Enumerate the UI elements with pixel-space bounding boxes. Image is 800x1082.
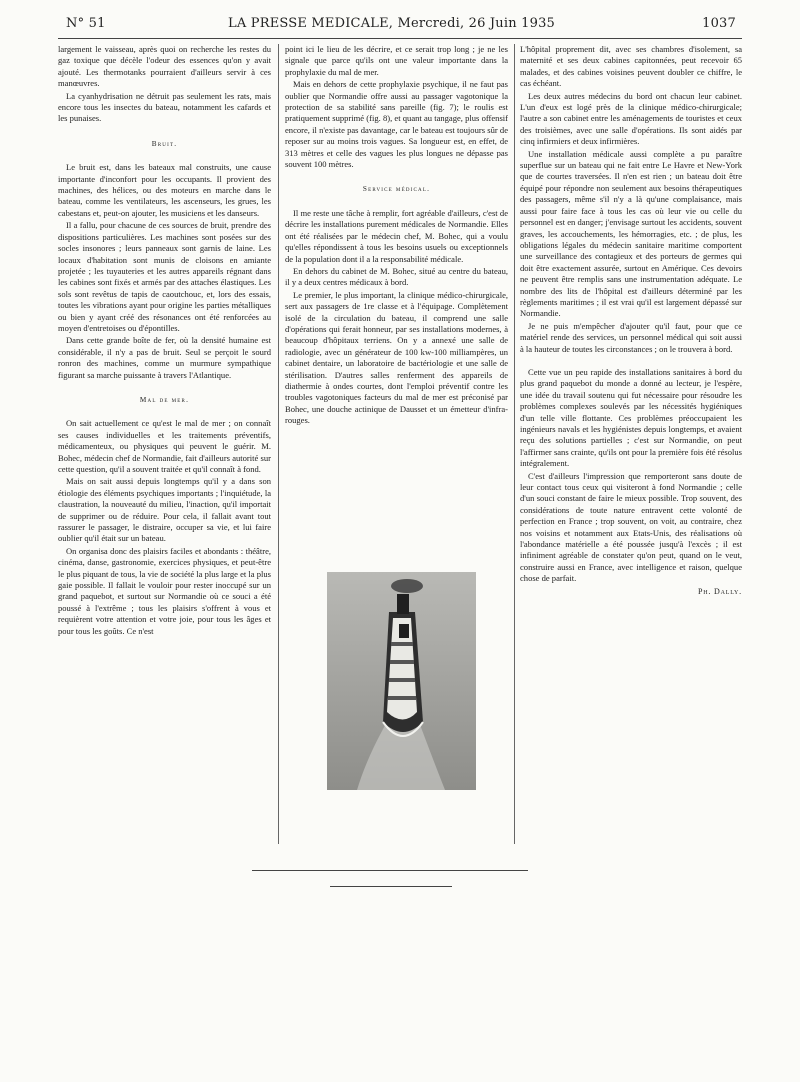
paragraph: On organisa donc des plaisirs faciles et abondants : théâtre, cinéma, danse, gastronomie, exercices physiques, et peut-être le plus piquant de tous, la vie de société la plus large et la plus gaie possible. Il fallait le vouloir pour rester inoccupé sur un grand paquebot, et surtout sur Normandie où ce souci a été poussé à l'extrême ; tous les plaisirs s'offrent à vous et requièrent votre attention et votre joie, pour tous les âges et pour tous les goûts. Ce n'est: [58, 545, 271, 636]
paragraph: On sait actuellement ce qu'est le mal de mer ; on connaît ses causes individuelles et les traitements préventifs, médicamenteux, ou physiques qui peuvent le guérir. M. Bohec, médecin chef de Normandie, fait d'ailleurs autorité sur cette question, qu'il a souvent traitée et qu'il connaît à fond.: [58, 418, 271, 474]
page-number: 1037: [702, 16, 736, 31]
paragraph: Je ne puis m'empêcher d'ajouter qu'il faut, pour que ce matériel rende des services, un personnel médical qui soit aussi à la hauteur de toutes les circonstances ; on le trouvera à bord.: [520, 320, 742, 354]
paragraph: Une installation médicale aussi complète a pu paraître superflue sur un bateau qui ne fait entre Le Havre et New-York que de courtes traversées. Il n'en est rien ; un bateau doit être équipé pour répondre non seulement aux besoins thérapeutiques des passagers, même s'il n'y a là qu'une complaisance, mais aussi pour faire face à tous les cas où leur vie ou celle du personnel est en danger; j'envisage surtout les accidents, souvent graves, les accouchements, les hémorragies, etc. ; de plus, les obligations légales du médecin sanitaire maritime comportent une surveillance des contagieux et des porteurs de germes qui doit être exactement assurée, surtout en Amérique. Ces devoirs ne peuvent être remplis sans une instrumentation adéquate. Le nombre des lits de l'hôpital est d'ailleurs déterminé par les règlements maritimes ; il est vrai qu'il est largement dépassé sur Normandie.: [520, 148, 742, 319]
ship-photograph: [327, 572, 476, 790]
ship-illustration: [327, 572, 476, 790]
paragraph: Le bruit est, dans les bateaux mal construits, une cause importante d'inconfort pour les occupants. Il provient des machines, des hélices, ou des moteurs en marche dans le bateau, comme les ventilateurs, les ascenseurs, les grues, les cabestans et, peut-on ajouter, les musiciens et les danseurs.: [58, 162, 271, 218]
paragraph: Cette vue un peu rapide des installations sanitaires à bord du plus grand paquebot du monde a donné au lecteur, je l'espère, une idée du travail soutenu qui fut nécessaire pour résoudre les problèmes complexes soulevés par les nécessités hygiéniques d'un telle ville flottante. Ces problèmes préoccupaient les ingénieurs navals et les hygiénistes depuis longtemps, et avaient reçu des solutions partielles ; c'est sur Normandie, on peut l'affirmer sans crainte, qu'ils ont pour la première fois été résolus intégralement.: [520, 366, 742, 469]
journal-title: LA PRESSE MEDICALE, Mercredi, 26 Juin 1935: [228, 16, 556, 31]
paragraph: Il a fallu, pour chacune de ces sources de bruit, prendre des dispositions particulières. Les machines sont posées sur des socles insonores ; leurs panneaux sont garnis de laine. Les locaux d'habitation sont munis de cloisons en amiante projetée ; les tuyauteries et les autres appareils régnant dans les cabines sont fixés et armés par des attaches élastiques. Les sols sont revêtus de tapis de caoutchouc, et, lors des essais, toutes les vibrations ayant pour origine les parties métalliques ou bien y ayant créé des résonances ont été renforcées au moyen d'entretoises ou d'épontilles.: [58, 220, 271, 333]
paragraph: point ici le lieu de les décrire, et ce serait trop long ; je ne les signale que parce qu'ils ont une valeur importante dans la prophylaxie du mal de mer.: [285, 44, 508, 77]
column-3: [520, 44, 742, 597]
paragraph: Dans cette grande boîte de fer, où la densité humaine est considérable, il n'y a pas de bruit. Seul se perçoit le sourd ronron des machines, comme un murmure sympathique figurant sa marche puissante à travers l'Atlantique.: [58, 335, 271, 380]
footer-rule-top: [252, 870, 528, 871]
paragraph: La cyanhydrisation ne détruit pas seulement les rats, mais encore tous les insectes du bateau, notamment les cafards et les punaises.: [58, 90, 271, 124]
section-heading-service-medical: Service médical.: [362, 185, 431, 194]
paragraph: Les deux autres médecins du bord ont chacun leur cabinet. L'un d'eux est logé près de la clinique médico-chirurgicale; l'autre a son cabinet entre les aménagements de touristes et ceux des troisièmes, avec une salle d'opérations. Ils sont aidés par cinq infirmiers et deux infirmières.: [520, 90, 742, 147]
paragraph: Il me reste une tâche à remplir, fort agréable d'ailleurs, c'est de décrire les installations purement médicales de Normandie. Elles ont été réalisées par le médecin chef, M. Bohec, qui a voulu qu'elles répondissent à tous les besoins usuels ou exceptionnels de la population dont il a la responsabilité médicale.: [285, 207, 508, 264]
paragraph: Mais en dehors de cette prophylaxie psychique, il ne faut pas oublier que Normandie offre aussi au passager vagotonique la protection de sa stabilité sans pareille (fig. 7); le roulis est pratiquement supprimé (fig. 8), et quant au tangage, plus offensif encore, il n'existe pas davantage, car le bateau est toujours sûr de reposer sur au moins trois vagues. Sa longueur est, en effet, de 313 mètres et celle des vagues les plus longues ne dépasse pas souvent 100 mètres.: [285, 79, 508, 170]
page-header: [60, 14, 740, 36]
column-2: [285, 44, 508, 427]
paragraph: largement le vaisseau, après quoi on recherche les restes du gaz toxique que décèle l'odeur des essences qu'on y avait ajouté. Les thermotanks pourraient d'ailleurs servir à ces manœuvres.: [58, 44, 271, 89]
paragraph: C'est d'ailleurs l'impression que remporteront sans doute de leur contact tous ceux qui visiteront à fond Normandie ; celle d'un souci constant de faire le mieux possible. Trop souvent, des considérations de toute nature entravent cette volonté de perfection en France ; trop souvent, on voit, au contraire, chez nos voisins et notamment aux Etats-Unis, des réalisations où l'abondance matérielle a été poussée jusqu'à l'excès ; il est infiniment agréable de constater qu'on peut, quand on le veut, construire aussi en France, avec intelligence et raison, quelque chose de parfait.: [520, 470, 742, 584]
column-1: [58, 44, 271, 637]
column-divider-right: [514, 44, 515, 844]
paragraph: Le premier, le plus important, la clinique médico-chirurgicale, sert aux passagers de 1re classe et à l'équipage. Complètement isolé de la circulation du bateau, il comprend une salle d'opérations qui ferait honneur, par ses installations modernes, à beaucoup d'hôpitaux terriens. On y a annexé une salle de radiologie, avec un générateur de 100 kw-100 milliampères, un cabinet dentaire, un laboratoire de bactériologie et une salle de stérilisation. D'autres salles renferment des appareils de diathermie à ondes courtes, dont l'emploi préventif contre les troubles vagotoniques facteurs du mal de mer est préconisé par Bohec, une douche actinique de Dausset et un émetteur d'infra-rouges.: [285, 289, 508, 426]
section-heading-mal-de-mer: Mal de mer.: [139, 395, 190, 404]
header-rule: [58, 38, 742, 39]
paragraph: L'hôpital proprement dit, avec ses chambres d'isolement, sa maternité et ses deux cabines capitonnées, peut recevoir 65 malades, et des cabines voisines peuvent doubler ce chiffre, le cas échéant.: [520, 44, 742, 89]
author-signature: Ph. Dally.: [698, 586, 742, 596]
issue-number: N° 51: [66, 16, 106, 31]
column-divider-left: [278, 44, 279, 844]
paragraph: Mais on sait aussi depuis longtemps qu'il y a dans son étiologie des éléments psychiques importants ; l'inquiétude, la claustration, la nouveauté du milieu, l'inaction, qu'il importait de supprimer ou de réduire. Pour cela, il fallait avant tout rassurer le passager, le distraire, occuper sa vie, et lui faire oublier qu'il était sur un bateau.: [58, 476, 271, 544]
footer-rule-bottom: [330, 886, 452, 887]
section-heading-bruit: Bruit.: [151, 139, 178, 148]
paragraph: En dehors du cabinet de M. Bohec, situé au centre du bateau, il y a deux centres médicaux à bord.: [285, 265, 508, 288]
